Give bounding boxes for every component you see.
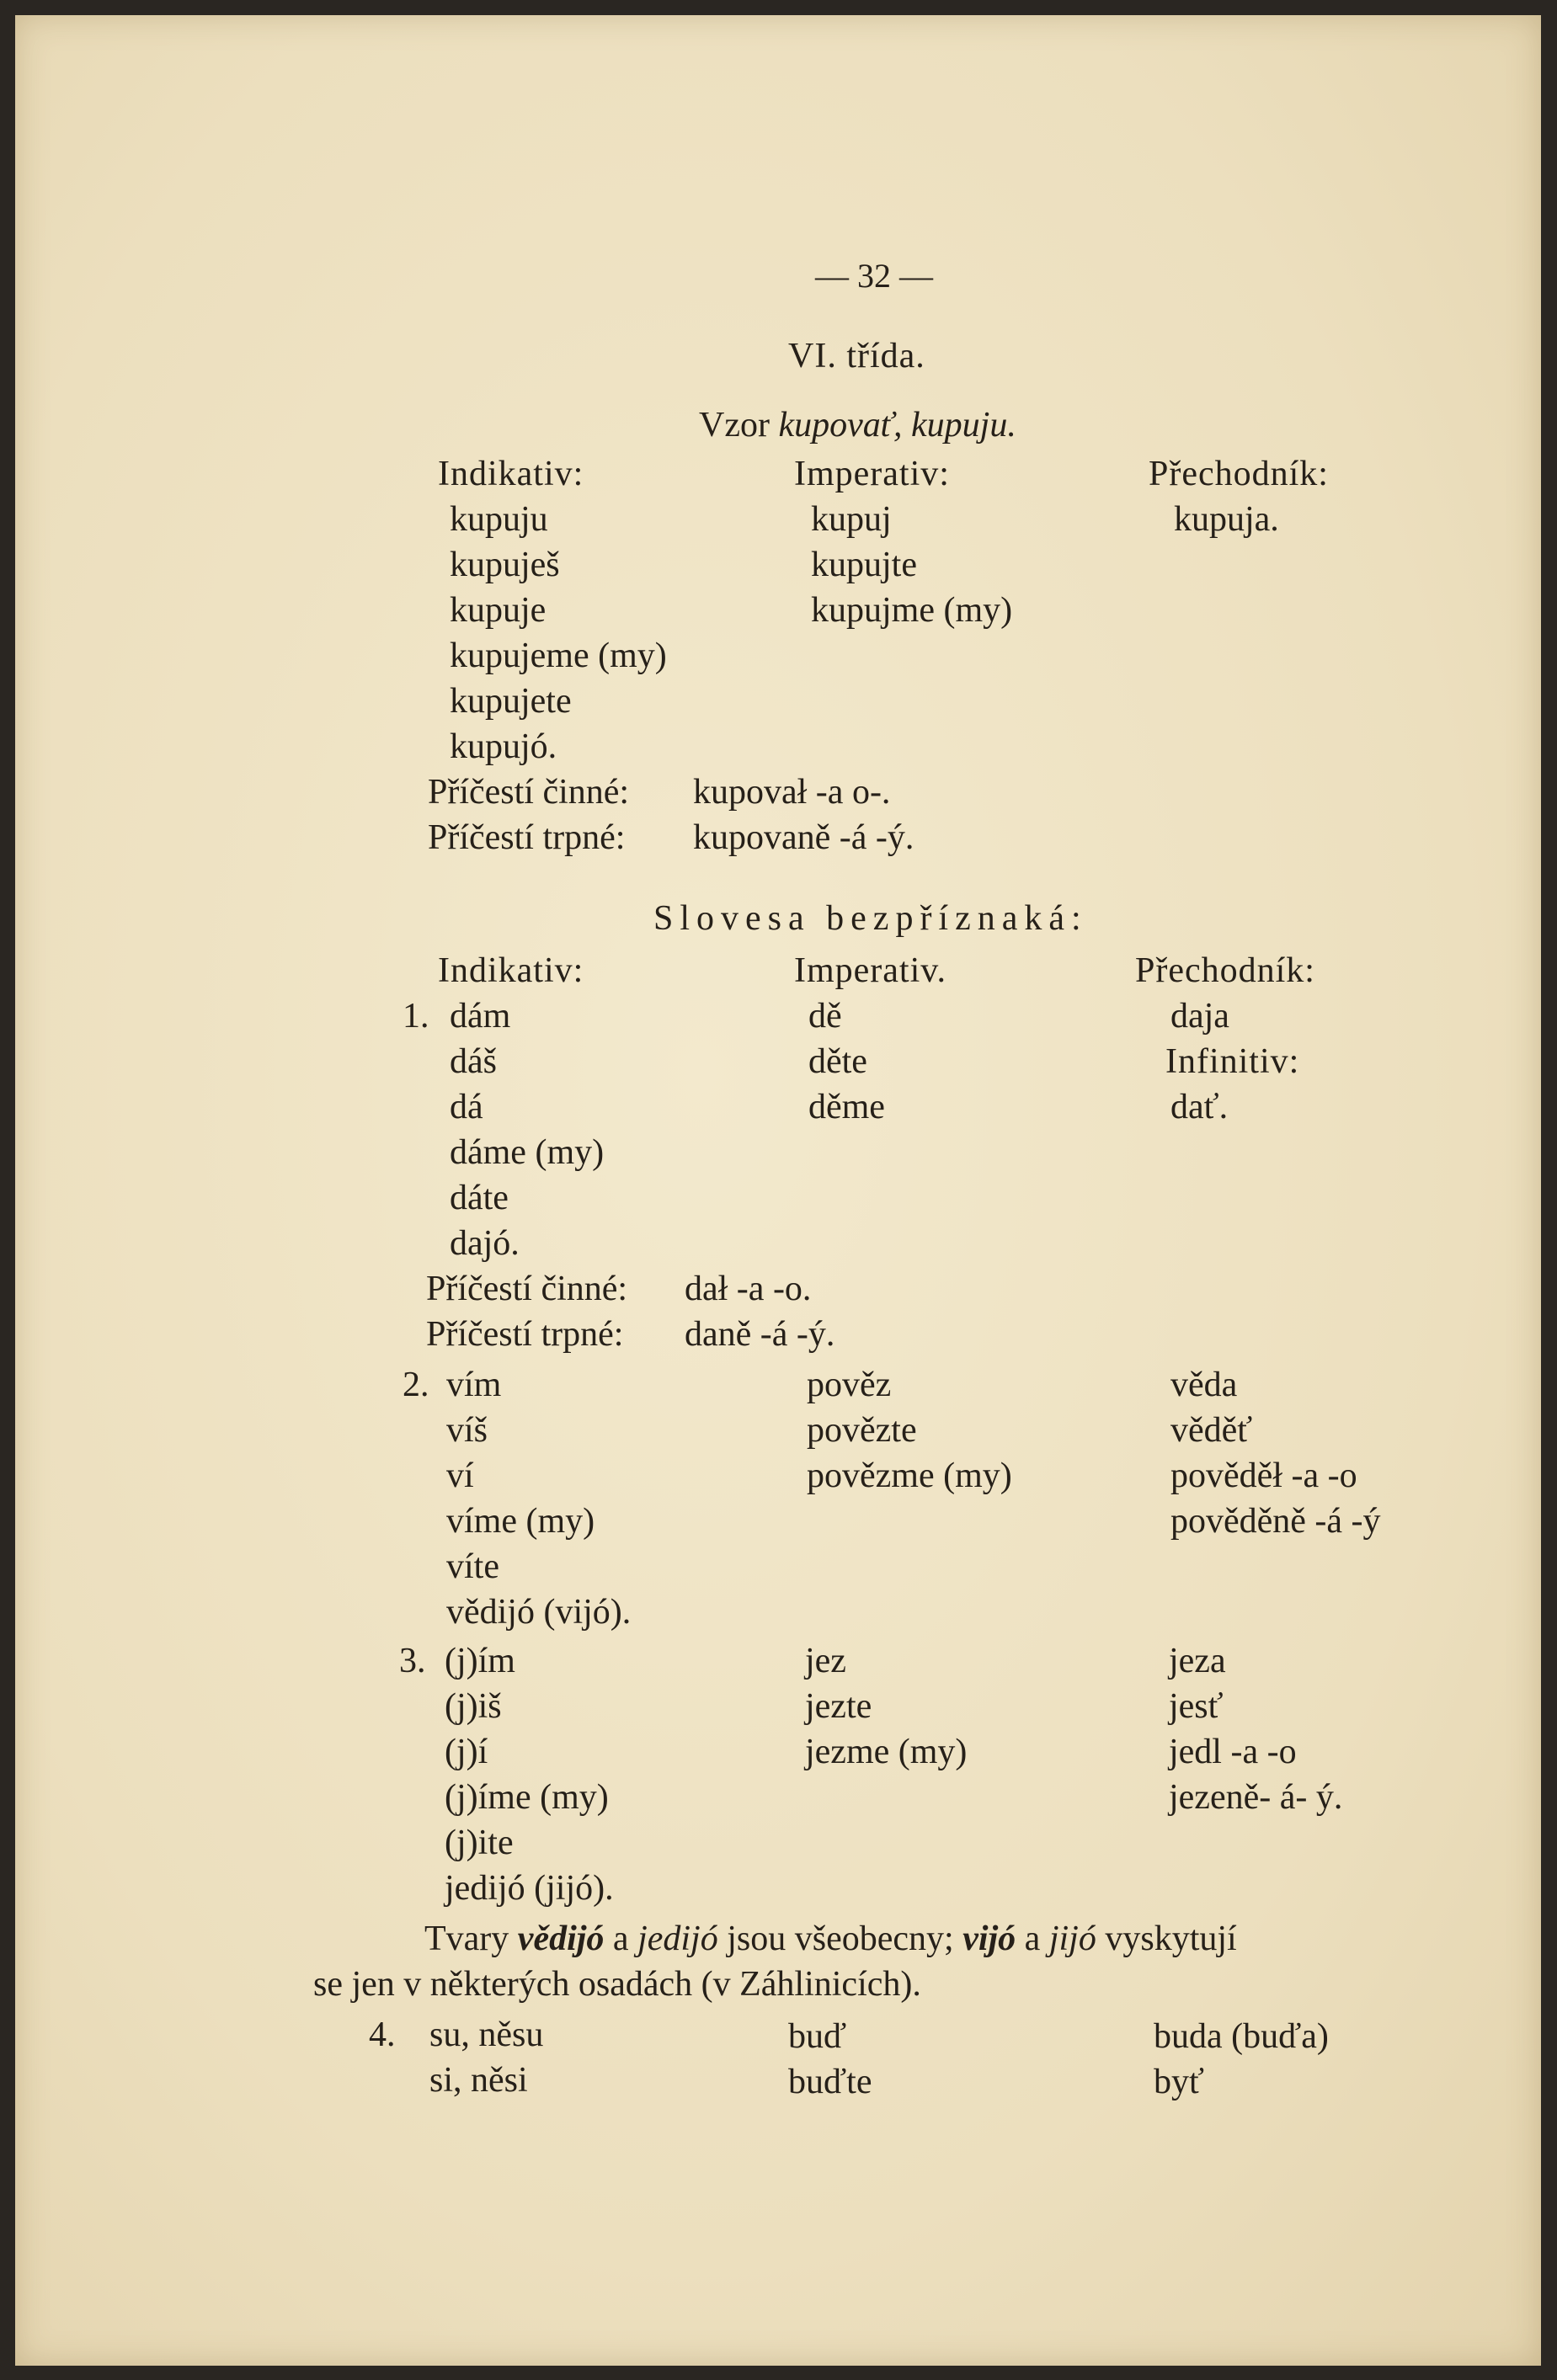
g1-participle-passive-value: daně -á -ý. bbox=[685, 1315, 835, 1354]
g4-imperative-1: buďte bbox=[788, 2063, 872, 2101]
g1-participle-passive-label: Příčestí trpné: bbox=[426, 1315, 624, 1354]
s1-indicative-0: kupuju bbox=[450, 500, 548, 539]
g2-right-0: věda bbox=[1170, 1366, 1238, 1404]
model-words: kupovať, kupuju. bbox=[778, 406, 1016, 445]
g3-indicative-5: jedijó (jijó). bbox=[445, 1869, 614, 1908]
note-text-1: Tvary bbox=[424, 1919, 509, 1958]
s1-imperative-1: kupujte bbox=[811, 546, 917, 584]
note-text-3: jsou všeobecny; bbox=[727, 1919, 954, 1958]
g1-imperative-1: děte bbox=[808, 1042, 867, 1081]
note-word-jijo: jijó bbox=[1048, 1919, 1096, 1958]
g3-right-1: jesť bbox=[1169, 1687, 1224, 1726]
s1-indicative-5: kupujó. bbox=[450, 727, 557, 766]
g3-indicative-4: (j)ite bbox=[445, 1824, 514, 1862]
s1-imperative-0: kupuj bbox=[811, 500, 892, 539]
s1-participle-active-value: kupovał -a o-. bbox=[693, 773, 891, 812]
g3-right-0: jeza bbox=[1169, 1642, 1226, 1680]
g3-imperative-0: jez bbox=[805, 1642, 846, 1680]
group1-number: 1. bbox=[403, 997, 429, 1036]
g4-imperative-0: buď bbox=[788, 2017, 847, 2056]
note-text-5: vyskytují bbox=[1105, 1919, 1237, 1958]
s2-header-transgressive: Přechodník: bbox=[1135, 951, 1315, 990]
g2-indicative-1: víš bbox=[446, 1411, 488, 1450]
g3-indicative-3: (j)íme (my) bbox=[445, 1778, 609, 1817]
g2-right-2: pověděł -a -o bbox=[1170, 1456, 1357, 1495]
s1-participle-active-label: Příčestí činné: bbox=[428, 773, 630, 812]
s1-transgressive-0: kupuja. bbox=[1174, 500, 1279, 539]
g3-indicative-2: (j)í bbox=[445, 1733, 488, 1771]
group2-number: 2. bbox=[403, 1366, 429, 1404]
note-word-vedijo: vědijó bbox=[517, 1919, 605, 1958]
model-line bbox=[699, 407, 1016, 443]
s1-participle-passive-label: Příčestí trpné: bbox=[428, 818, 626, 857]
class-title: VI. třída. bbox=[788, 337, 925, 375]
g1-imperative-0: dě bbox=[808, 997, 842, 1036]
s1-imperative-2: kupujme (my) bbox=[811, 591, 1013, 630]
g2-right-3: pověděně -á -ý bbox=[1170, 1502, 1381, 1541]
g3-indicative-0: (j)ím bbox=[445, 1642, 515, 1680]
g2-imperative-0: pověz bbox=[807, 1366, 892, 1404]
g1-imperative-2: děme bbox=[808, 1088, 885, 1126]
s1-participle-passive-value: kupovaně -á -ý. bbox=[693, 818, 914, 857]
g3-indicative-1: (j)iš bbox=[445, 1687, 502, 1726]
g4-indicative-1: si, něsi bbox=[429, 2061, 528, 2100]
group3-number: 3. bbox=[399, 1642, 426, 1680]
g2-imperative-2: povězme (my) bbox=[807, 1456, 1012, 1495]
g2-indicative-2: ví bbox=[446, 1456, 474, 1495]
note-line-2: se jen v některých osadách (v Záhlinicích). bbox=[313, 1965, 921, 2004]
g1-participle-active-value: dał -a -o. bbox=[685, 1270, 812, 1308]
g1-indicative-3: dáme (my) bbox=[450, 1133, 605, 1172]
s1-indicative-3: kupujeme (my) bbox=[450, 636, 667, 675]
note-line-1 bbox=[424, 1921, 1237, 1957]
g2-right-1: věděť bbox=[1170, 1411, 1253, 1450]
g3-imperative-1: jezte bbox=[805, 1687, 872, 1726]
g1-right-0: daja bbox=[1170, 997, 1229, 1036]
g1-right-2: dať. bbox=[1170, 1088, 1229, 1126]
g3-right-3: jezeně- á- ý. bbox=[1169, 1778, 1343, 1817]
g1-indicative-1: dáš bbox=[450, 1042, 497, 1081]
s2-header-indicative: Indikativ: bbox=[438, 951, 584, 990]
g2-indicative-3: víme (my) bbox=[446, 1502, 595, 1541]
g1-participle-active-label: Příčestí činné: bbox=[426, 1270, 628, 1308]
header-indicative: Indikativ: bbox=[438, 455, 584, 493]
g2-imperative-1: povězte bbox=[807, 1411, 917, 1450]
header-imperative: Imperativ: bbox=[794, 455, 950, 493]
note-text-4: a bbox=[1024, 1919, 1041, 1958]
note-text-2: a bbox=[612, 1919, 629, 1958]
s1-indicative-1: kupuješ bbox=[450, 546, 560, 584]
note-word-vijo: vijó bbox=[962, 1919, 1016, 1958]
s2-header-imperative: Imperativ. bbox=[794, 951, 947, 990]
g3-right-2: jedl -a -o bbox=[1169, 1733, 1297, 1771]
g1-indicative-2: dá bbox=[450, 1088, 483, 1126]
g1-right-1: Infinitiv: bbox=[1165, 1042, 1300, 1081]
g3-imperative-2: jezme (my) bbox=[805, 1733, 968, 1771]
g4-indicative-0: su, něsu bbox=[429, 2015, 544, 2054]
g2-indicative-5: vědijó (vijó). bbox=[446, 1593, 632, 1632]
g4-right-1: byť bbox=[1154, 2063, 1204, 2101]
section2-title: Slovesa bezpříznaká: bbox=[653, 899, 1088, 938]
s1-indicative-4: kupujete bbox=[450, 682, 572, 721]
s1-indicative-2: kupuje bbox=[450, 591, 547, 630]
book-page bbox=[15, 15, 1541, 2366]
g1-indicative-5: dajó. bbox=[450, 1224, 520, 1263]
model-prefix: Vzor bbox=[699, 406, 770, 445]
g1-indicative-4: dáte bbox=[450, 1179, 509, 1217]
g2-indicative-0: vím bbox=[446, 1366, 502, 1404]
header-transgressive: Přechodník: bbox=[1149, 455, 1329, 493]
page-number: — 32 — bbox=[815, 257, 933, 295]
note-word-jedijo: jedijó bbox=[637, 1919, 718, 1958]
g4-right-0: buda (buďa) bbox=[1154, 2017, 1329, 2056]
g2-indicative-4: víte bbox=[446, 1547, 499, 1586]
g1-indicative-0: dám bbox=[450, 997, 511, 1036]
group4-number: 4. bbox=[369, 2015, 396, 2054]
